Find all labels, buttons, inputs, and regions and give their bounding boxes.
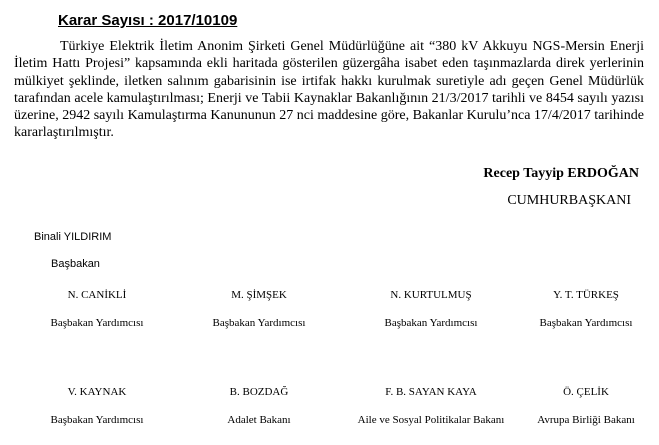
signatory-title: Başbakan Yardımcısı	[50, 317, 144, 329]
signatory-name: M. ŞİMŞEK	[231, 289, 287, 301]
prime-minister-title: Başbakan	[51, 258, 100, 270]
signatory-title: Avrupa Birliği Bakanı	[537, 414, 635, 426]
signatory-block	[22, 386, 172, 426]
signatory-block	[22, 289, 172, 329]
signatory-name: B. BOZDAĞ	[229, 386, 289, 398]
decision-body-text: Türkiye Elektrik İletim Anonim Şirketi Genel Müdürlüğüne ait “380 kV Akkuyu NGS-Mersin Enerji İletim Hattı Projesi” kapsamında ekli haritada gösterilen güzergâha isabet eden taşınmazlarda direk yerlerinin mülkiyet şeklinde, iletken salınım gabarisinin ise irtifak hakkı kurulmak suretiyle adı geçen Genel Müdürlük tarafından acele kamulaştırılması; Enerji ve Tabii Kaynaklar Bakanlığının 21/3/2017 tarihli ve 8454 sayılı yazısı üzerine, 2942 sayılı Kamulaştırma Kanununun 27 nci maddesine göre, Bakanlar Kurulu’nca 17/4/2017 tarihinde kararlaştırılmıştır.	[14, 39, 644, 141]
decision-number-title: Karar Sayısı : 2017/10109	[58, 12, 238, 29]
signatory-block	[356, 386, 506, 426]
signatory-title: Başbakan Yardımcısı	[384, 317, 478, 329]
signatory-block	[356, 289, 506, 329]
signatory-name: N. CANİKLİ	[67, 289, 127, 301]
signatory-title: Başbakan Yardımcısı	[50, 414, 144, 426]
signatory-title: Başbakan Yardımcısı	[212, 317, 306, 329]
signatory-block	[184, 386, 334, 426]
president-title: CUMHURBAŞKANI	[507, 193, 631, 208]
president-name: Recep Tayyip ERDOĞAN	[483, 166, 639, 181]
signatory-title: Adalet Bakanı	[227, 414, 291, 426]
signatory-title: Başbakan Yardımcısı	[539, 317, 633, 329]
signatory-block	[184, 289, 334, 329]
signatory-name: V. KAYNAK	[67, 386, 127, 398]
signatory-block	[511, 386, 659, 426]
prime-minister-name: Binali YILDIRIM	[34, 231, 112, 243]
signatory-name: N. KURTULMUŞ	[390, 289, 472, 301]
signatory-title: Aile ve Sosyal Politikalar Bakanı	[357, 414, 505, 426]
signatory-name: Ö. ÇELİK	[563, 386, 609, 398]
signatory-name: Y. T. TÜRKEŞ	[553, 289, 619, 301]
signatory-block	[511, 289, 659, 329]
signatory-name: F. B. SAYAN KAYA	[385, 386, 477, 398]
